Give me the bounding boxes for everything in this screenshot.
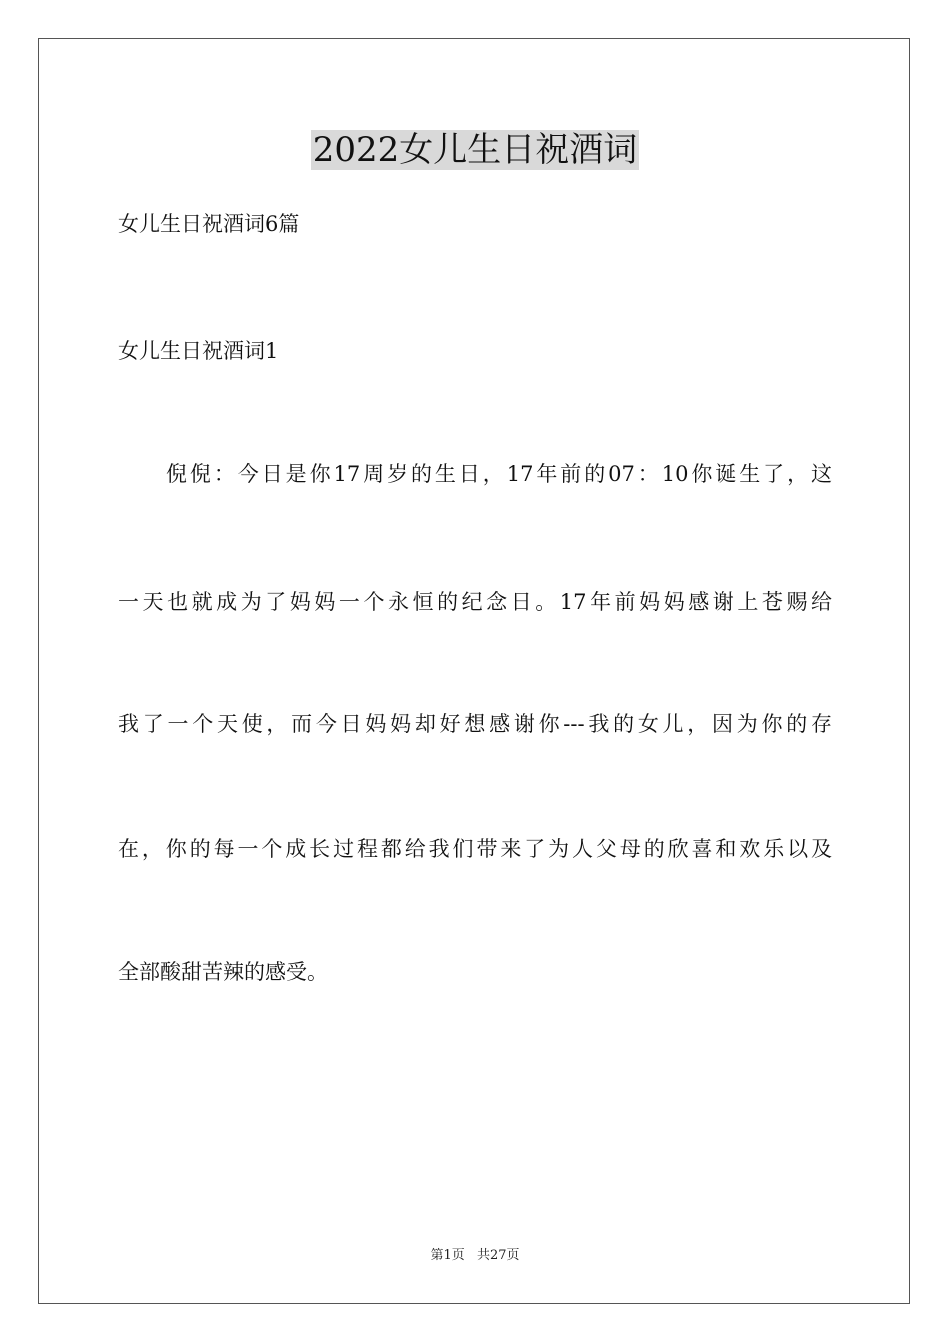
paragraph-line: 一天也就成为了妈妈一个永恒的纪念日。17年前妈妈感谢上苍赐给 xyxy=(118,590,832,614)
paragraph-line: 全部酸甜苦辣的感受。 xyxy=(118,960,328,984)
document-subtitle: 女儿生日祝酒词6篇 xyxy=(118,212,300,236)
page-total: 共27页 xyxy=(476,1248,520,1263)
paragraph-line: 倪倪：今日是你17周岁的生日，17年前的07：10你诞生了，这 xyxy=(166,462,832,486)
section-heading: 女儿生日祝酒词1 xyxy=(118,339,279,363)
paragraph-line: 在，你的每一个成长过程都给我们带来了为人父母的欣喜和欢乐以及 xyxy=(118,837,832,861)
title-text: 2022女儿生日祝酒词 xyxy=(312,130,638,170)
page-number: 第1页 xyxy=(430,1248,465,1263)
paragraph-line: 我了一个天使，而今日妈妈却好想感谢你---我的女儿，因为你的存 xyxy=(118,712,832,736)
document-title xyxy=(0,128,950,172)
page-footer xyxy=(0,1247,950,1265)
